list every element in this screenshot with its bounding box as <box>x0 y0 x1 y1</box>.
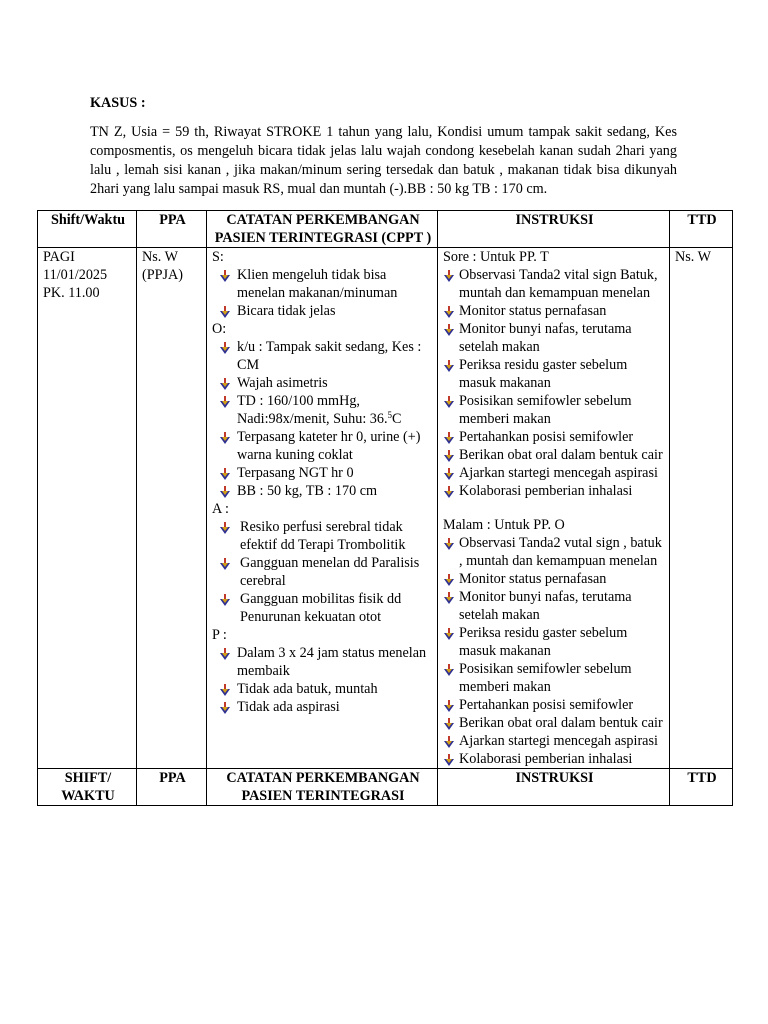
list-item: Ajarkan startegi mencegah aspirasi <box>443 732 666 750</box>
footer-header-instruksi: INSTRUKSI <box>438 769 670 806</box>
footer-header-ttd: TTD <box>670 769 733 806</box>
temperature-superscript: 5 <box>387 410 393 420</box>
ppa-cell <box>137 248 207 769</box>
shift-cell <box>38 248 137 769</box>
arrow-down-bullet-icon <box>220 683 230 695</box>
list-item: k/u : Tampak sakit sedang, Kes : CM <box>212 338 434 374</box>
instruksi-malam-list <box>443 534 666 768</box>
arrow-down-bullet-icon <box>444 449 454 461</box>
list-item: Berikan obat oral dalam bentuk cair <box>443 446 666 464</box>
list-item: Monitor bunyi nafas, terutama setelah makan <box>443 588 666 624</box>
list-item: Resiko perfusi serebral tidak efektif dd Terapi Trombolitik <box>212 518 434 554</box>
list-item: BB : 50 kg, TB : 170 cm <box>212 482 434 500</box>
spacer <box>443 500 666 516</box>
list-item: Kolaborasi pemberian inhalasi <box>443 482 666 500</box>
arrow-down-bullet-icon <box>444 573 454 585</box>
list-item: TD : 160/100 mmHg, Nadi:98x/menit, Suhu: 36.$^5$C <box>212 392 434 428</box>
arrow-down-bullet-icon <box>444 323 454 335</box>
arrow-down-bullet-icon <box>220 701 230 713</box>
list-item: Observasi Tanda2 vutal sign , batuk , muntah dan kemampuan menelan <box>443 534 666 570</box>
arrow-down-bullet-icon <box>444 753 454 765</box>
list-item: Tidak ada batuk, muntah <box>212 680 434 698</box>
list-item: Berikan obat oral dalam bentuk cair <box>443 714 666 732</box>
list-item: Terpasang kateter hr 0, urine (+) warna kuning coklat <box>212 428 434 464</box>
ppa-line: Ns. W <box>142 249 178 265</box>
list-item: Monitor bunyi nafas, terutama setelah makan <box>443 320 666 356</box>
arrow-down-bullet-icon <box>220 467 230 479</box>
list-item: Wajah asimetris <box>212 374 434 392</box>
instruksi-sore-label: Sore : Untuk PP. T <box>443 249 549 265</box>
cppt-table <box>37 210 733 806</box>
list-item: Kolaborasi pemberian inhalasi <box>443 750 666 768</box>
list-item: Bicara tidak jelas <box>212 302 434 320</box>
list-item: Gangguan menelan dd Paralisis cerebral <box>212 554 434 590</box>
arrow-down-bullet-icon <box>220 395 230 407</box>
arrow-down-bullet-icon <box>220 647 230 659</box>
arrow-down-bullet-icon <box>444 591 454 603</box>
arrow-down-bullet-icon <box>220 377 230 389</box>
header-shift: Shift/Waktu <box>38 211 137 248</box>
list-item: Posisikan semifowler sebelum memberi makan <box>443 660 666 696</box>
list-item: Periksa residu gaster sebelum masuk makanan <box>443 356 666 392</box>
list-item: Pertahankan posisi semifowler <box>443 696 666 714</box>
arrow-down-bullet-icon <box>220 593 230 605</box>
list-item: Ajarkan startegi mencegah aspirasi <box>443 464 666 482</box>
footer-header-ppa: PPA <box>137 769 207 806</box>
list-item: Klien mengeluh tidak bisa menelan makanan/minuman <box>212 266 434 302</box>
arrow-down-bullet-icon <box>220 305 230 317</box>
temperature-unit: C <box>392 411 402 427</box>
list-item: Monitor status pernafasan <box>443 302 666 320</box>
arrow-down-bullet-icon <box>444 359 454 371</box>
list-item: Pertahankan posisi semifowler <box>443 428 666 446</box>
arrow-down-bullet-icon <box>220 341 230 353</box>
soap-a-list <box>212 518 434 626</box>
shift-line: 11/01/2025 <box>43 267 108 283</box>
shift-line: PK. 11.00 <box>43 285 100 301</box>
arrow-down-bullet-icon <box>220 485 230 497</box>
footer-header-cppt: CATATAN PERKEMBANGAN PASIEN TERINTEGRASI <box>207 769 438 806</box>
list-item: Terpasang NGT hr 0 <box>212 464 434 482</box>
arrow-down-bullet-icon <box>444 735 454 747</box>
list-item: Dalam 3 x 24 jam status menelan membaik <box>212 644 434 680</box>
soap-p-list <box>212 644 434 716</box>
soap-s-label: S: <box>212 249 224 265</box>
arrow-down-bullet-icon <box>444 627 454 639</box>
list-item: Periksa residu gaster sebelum masuk makanan <box>443 624 666 660</box>
list-item: Gangguan mobilitas fisik dd Penurunan kekuatan otot <box>212 590 434 626</box>
list-item: Tidak ada aspirasi <box>212 698 434 716</box>
header-ppa: PPA <box>137 211 207 248</box>
footer-header-shift: SHIFT/ WAKTU <box>38 769 137 806</box>
arrow-down-bullet-icon <box>444 537 454 549</box>
arrow-down-bullet-icon <box>220 431 230 443</box>
instruksi-malam-label: Malam : Untuk PP. O <box>443 517 565 533</box>
ppa-line: (PPJA) <box>142 267 183 283</box>
soap-a-label: A : <box>212 501 229 517</box>
arrow-down-bullet-icon <box>220 521 230 533</box>
arrow-down-bullet-icon <box>444 431 454 443</box>
arrow-down-bullet-icon <box>444 467 454 479</box>
arrow-down-bullet-icon <box>444 269 454 281</box>
soap-o-label: O: <box>212 321 227 337</box>
header-row <box>38 211 733 248</box>
list-item: Monitor status pernafasan <box>443 570 666 588</box>
shift-line: PAGI <box>43 249 75 265</box>
arrow-down-bullet-icon <box>220 557 230 569</box>
header-instruksi: INSTRUKSI <box>438 211 670 248</box>
arrow-down-bullet-icon <box>444 663 454 675</box>
ttd-cell: Ns. W <box>670 248 733 769</box>
soap-o-list <box>212 338 434 500</box>
header-cppt: CATATAN PERKEMBANGAN PASIEN TERINTEGRASI (CPPT ) <box>207 211 438 248</box>
footer-header-row <box>38 769 733 806</box>
arrow-down-bullet-icon <box>220 269 230 281</box>
soap-p-label: P : <box>212 627 227 643</box>
arrow-down-bullet-icon <box>444 699 454 711</box>
instruksi-cell <box>438 248 670 769</box>
arrow-down-bullet-icon <box>444 305 454 317</box>
list-item: Posisikan semifowler sebelum memberi makan <box>443 392 666 428</box>
soap-s-list <box>212 266 434 320</box>
table-row <box>38 248 733 769</box>
instruksi-sore-list <box>443 266 666 500</box>
list-item: Observasi Tanda2 vital sign Batuk, muntah dan kemampuan menelan <box>443 266 666 302</box>
case-description: TN Z, Usia = 59 th, Riwayat STROKE 1 tahun yang lalu, Kondisi umum tampak sakit sedang, Kes composmentis, os mengeluh bicara tidak jelas lalu wajah condong kesebelah kanan sudah 2hari yang lalu , lemah sisi kanan , jika makan/minum sering tersedak dan batuk , makanan tidak bisa dikunyah 2hari yang lalu sampai masuk RS, mual dan muntah (-).BB : 50 kg TB : 170 cm. <box>90 124 677 197</box>
arrow-down-bullet-icon <box>444 717 454 729</box>
arrow-down-bullet-icon <box>444 395 454 407</box>
case-title: KASUS : <box>90 95 146 111</box>
header-ttd: TTD <box>670 211 733 248</box>
arrow-down-bullet-icon <box>444 485 454 497</box>
cppt-note-cell <box>207 248 438 769</box>
